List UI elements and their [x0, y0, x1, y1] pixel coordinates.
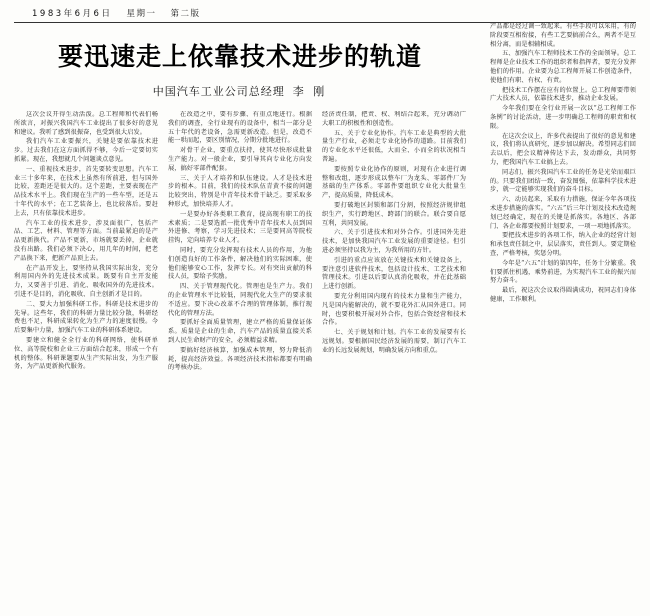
- paragraph: 对骨干企业，要重点扶持，使其尽快形成批量生产能力。对一般企业，要引导其向专业化方向发展，搞好零部件配套。: [168, 147, 312, 172]
- paragraph: 最后，祝这次会议取得圆满成功，祝同志们身体健康，工作顺利。: [490, 287, 636, 303]
- paragraph: 一、重视技术进步，首先要转变思想。汽车工业三十多年来，在技术上虽然有所前进，但与国外比较，差距还是很大的。这个差距，主要表现在产品技术水平上。我们现在生产的一些车型，还是五十年代的水平；在工艺装备上，也比较落后。要赶上去，只有依靠技术进步。: [14, 165, 158, 217]
- paragraph: 今年我们要在全行业开展一次以“总工程师工作条例”的讨论活动，进一步明确总工程师的职责和权限。: [490, 105, 636, 130]
- article-layout: [14, 23, 636, 583]
- masthead: [14, 6, 636, 20]
- paragraph: 这次会议开得生动活泼。总工程师和代表们畅所欲言，对振兴我国汽车工业提出了很多好的意见和建议。我听了感到很振奋，也受到很大启发。: [14, 111, 158, 136]
- paragraph: 我们汽车工业要振兴，关键是要依靠技术进步。过去我们在这方面抓得不够，今后一定要切实抓紧。现在，我想就几个问题谈点意见。: [14, 138, 158, 163]
- byline-org: 中国汽车工业公司总经理: [152, 85, 285, 98]
- paragraph: 要打破地区封锁和部门分割，按照经济规律组织生产，实行跨地区、跨部门的联合。联合要自愿互利，共同发展。: [322, 201, 466, 227]
- paragraph: 五、加强汽车工程师技术工作的全面领导。总工程师是企业技术工作的组织者和指挥者，要充分发挥他们的作用。企业要为总工程师开展工作创造条件，使他们有职、有权、有责。: [490, 50, 636, 84]
- paragraph: 四、关于管理现代化。管理也是生产力。我们的企业管理水平比较低，同现代化大生产的要求很不适应。要下决心改革不合理的管理体制，推行现代化的管理方法。: [168, 283, 312, 317]
- byline: [14, 83, 466, 99]
- paragraph: 六、关于引进技术和对外合作。引进国外先进技术，是加快我国汽车工业发展的重要途径。但引进必须坚持以我为主，为我所用的方针。: [322, 229, 466, 254]
- paragraph: 今年是“六五”计划的第四年，任务十分繁重。我们要抓住机遇，乘势前进，为实现汽车工业的振兴而努力奋斗。: [490, 259, 636, 285]
- article-column-2: [168, 111, 312, 581]
- paragraph: 在改造之中，要有步骤、有重点地进行。根据我们的调查，全行业现有的设备中，相当一部分是五十年代的老设备，急需更新改造。但是，改造不能一哄而起，要区别情况，分期分批地进行。: [168, 111, 312, 145]
- article-body: [14, 23, 636, 583]
- right-column-group: [490, 23, 636, 583]
- paragraph: 同时，要充分发挥现有技术人员的作用，为他们创造良好的工作条件，解决他们的实际困难，使他们能够安心工作，发挥专长。对有突出贡献的科技人员，要给予奖励。: [168, 246, 312, 281]
- paragraph: 引进的重点应该放在关键技术和关键设备上，要注意引进软件技术，包括设计技术、工艺技术和管理技术。引进以后要认真消化吸收，并在此基础上进行创新。: [322, 256, 466, 291]
- paragraph: 产品都是经过调一致起来。有些手段可以采用，有的阶段要互相衔接，有些工艺要搞前合么，两者不是互相分离，而是相辅相成。: [490, 23, 636, 48]
- paragraph: 七、关于规划和计划。汽车工业的发展要有长远规划。要根据国民经济发展的需要，制订汽车工业的长远发展规划，明确发展方向和重点。: [322, 329, 466, 354]
- paragraph: 同志们，振兴我国汽车工业的任务是光荣而艰巨的。只要我们团结一致，奋发图强，依靠科学技术进步，就一定能够实现我们的奋斗目标。: [490, 168, 636, 194]
- paragraph: 要搞好经济核算，加强成本管理，努力降低消耗，提高经济效益。各项经济技术指标都要有明确的考核办法。: [168, 346, 312, 372]
- masthead-date: 1983年6月6日: [32, 9, 113, 19]
- article-column-3: [322, 111, 466, 581]
- paragraph: 在产品开发上，要坚持从我国实际出发，充分利用国内外的先进技术成果。既要有自主开发能力，又要善于引进、消化、吸收国外的先进技术。引进不是目的，消化吸收、自主创新才是目的。: [14, 264, 158, 298]
- paragraph: 要充分利用国内现有的技术力量和生产能力，凡是国内能解决的，就不要花外汇从国外进口。同时，也要积极开展对外合作，包括合资经营和技术合作。: [322, 292, 466, 327]
- article-column-4: [490, 23, 636, 583]
- paragraph: 要建立和健全全行业的科研网络，使科研单位、高等院校和企业三方面结合起来，形成一个有机的整体。科研课题要从生产实际出发，为生产服务，为产品更新换代服务。: [14, 336, 158, 371]
- left-columns: [14, 111, 466, 581]
- paragraph: 要把技术进步的各项工作，纳入企业的经营计划和承包责任制之中，层层落实，责任到人。要定期检查，严格考核，奖惩分明。: [490, 232, 636, 257]
- paragraph: 经济责任制，把责、权、利结合起来，充分调动广大职工的积极性和创造性。: [322, 111, 466, 127]
- headline-block: [14, 23, 466, 109]
- masthead-weekday: 星期一: [126, 9, 157, 19]
- paragraph: 在这次会议上，许多代表提出了很好的意见和建议，我们将认真研究，逐步加以解决。希望同志们回去以后，把会议精神传达下去，发动群众，共同努力，把我国汽车工业搞上去。: [490, 132, 636, 166]
- paragraph: 二、要大力加强科研工作。科研是技术进步的先导。这些年，我们的科研力量比较分散，科研经费也不足，科研成果转化为生产力的速度很慢。今后要集中力量，加强汽车工业的科研体系建设。: [14, 300, 158, 335]
- masthead-edition: 第二版: [170, 9, 201, 19]
- paragraph: 汽车工业的技术进步，涉及面很广，包括产品、工艺、材料、管理等方面。当前最紧迫的是产品更新换代。产品不更新，市场就要丢掉，企业就没有出路。我们必须下决心，用几年的时间，把老产品换下来，把新产品顶上去。: [14, 219, 158, 262]
- paragraph: 三、关于人才培养和队伍建设。人才是技术进步的根本。目前，我们的技术队伍青黄不接的问题比较突出，特别是中青年技术骨干缺乏。要采取多种形式，加快培养人才。: [168, 174, 312, 208]
- paragraph: 把技术工作摆在应有的位置上。总工程师要带领广大技术人员，依靠技术进步，推动企业发展。: [490, 86, 636, 103]
- page-title: 要迅速走上依靠技术进步的轨道: [57, 42, 422, 71]
- paragraph: 要按照专业化协作的原则，对现有企业进行调整和改组，逐步形成以整车厂为龙头、零部件厂为基础的生产体系。零部件要组织专业化大批量生产，提高质量，降低成本。: [322, 165, 466, 200]
- paragraph: 要抓好全面质量管理，建立严格的质量保证体系。质量是企业的生命，汽车产品的质量直接关系到人民生命财产的安全，必须精益求精。: [168, 319, 312, 344]
- paragraph: 一是要办好各类职工教育，提高现有职工的技术素质；二是要选派一批优秀中青年技术人员到国外进修、考察，学习先进技术；三是要同高等院校挂钩，定向培养专业人才。: [168, 210, 312, 245]
- paragraph: 五、关于专业化协作。汽车工业是典型的大批量生产行业，必须走专业化协作的道路。目前我们的专业化水平还很低，大而全、小而全的状况相当普遍。: [322, 129, 466, 163]
- article-column-1: [14, 111, 158, 581]
- paragraph: 六、动员起来，采取有力措施，保证今年各项技术进步措施的落实。“六五”后三年计划及技术改造规划已经确定，现在的关键是抓落实。各地区、各部门、各企业都要按照计划要求，一项一项地抓落实。: [490, 196, 636, 230]
- byline-name: 李 刚: [292, 85, 328, 98]
